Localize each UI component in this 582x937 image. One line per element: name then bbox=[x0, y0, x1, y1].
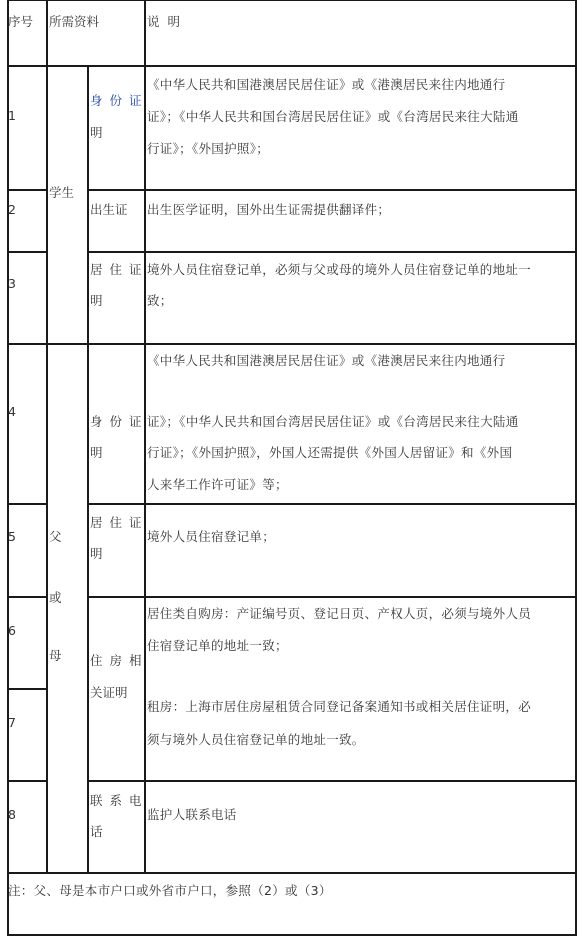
rule-r4-bottom-b bbox=[88, 503, 577, 505]
row-8-material-line2: 话 bbox=[90, 824, 103, 839]
footnote: 注：父、母是本市户口或外省市户口，参照（2）或（3） bbox=[8, 883, 332, 898]
rule-r4-bottom bbox=[7, 503, 47, 505]
rule-r1-bottom-b bbox=[88, 189, 577, 191]
rule-r7-bottom bbox=[7, 780, 47, 782]
row-4-index: 4 bbox=[8, 404, 16, 419]
row-5-material-line1: 居住证 bbox=[90, 515, 149, 530]
row-3-material-line1: 居住证 bbox=[90, 262, 149, 277]
header-description: 说 明 bbox=[147, 14, 180, 29]
rule-r3-bottom bbox=[7, 343, 577, 345]
rule-col2 bbox=[87, 66, 89, 873]
row-5-material-line2: 明 bbox=[90, 546, 103, 561]
row-1-desc-line1: 《中华人民共和国港澳居民居住证》或《港澳居民来往内地通行 bbox=[147, 77, 506, 92]
row-5-desc-line1: 境外人员住宿登记单； bbox=[147, 529, 276, 544]
rule-r8-bottom bbox=[7, 872, 577, 874]
header-material: 所需资料 bbox=[49, 14, 100, 29]
row-1-desc-line3: 行证》；《外国护照》； bbox=[147, 141, 270, 156]
rule-col1 bbox=[46, 0, 48, 873]
rule-r7-bottom-b bbox=[88, 780, 577, 782]
row-4-material-line2: 明 bbox=[90, 445, 103, 460]
rule-r5-bottom-b bbox=[88, 596, 577, 598]
row-8-desc-line1: 监护人联系电话 bbox=[147, 807, 237, 822]
row-6-7-material-line1: 住房相 bbox=[90, 653, 149, 668]
rule-r2-bottom bbox=[7, 251, 47, 253]
rule-r2-bottom-b bbox=[88, 251, 577, 253]
rule-right bbox=[575, 0, 577, 936]
row-6-index: 6 bbox=[8, 623, 16, 638]
row-1-material-line2: 明 bbox=[90, 125, 103, 140]
rule-top bbox=[7, 0, 577, 1]
row-3-desc-line1: 境外人员住宿登记单，必须与父或母的境外人员住宿登记单的地址一 bbox=[147, 262, 532, 277]
row-3-material-line2: 明 bbox=[90, 293, 103, 308]
row-6-7-material-line2: 关证明 bbox=[90, 685, 128, 700]
row-5-index: 5 bbox=[8, 529, 16, 544]
row-1-material-line1: 身份证 bbox=[90, 93, 149, 108]
rule-r1-bottom bbox=[7, 189, 47, 191]
row-6-desc-line1: 居住类自购房：产证编号页、登记日页、产权人页，必须与境外人员 bbox=[147, 606, 532, 621]
row-4-desc-line2: 证》；《中华人民共和国台湾居民居住证》或《台湾居民来往大陆通 bbox=[147, 414, 519, 429]
row-7-desc-line2: 须与境外人员住宿登记单的地址一致。 bbox=[147, 732, 365, 747]
row-6-desc-line2: 住宿登记单的地址一致； bbox=[147, 638, 288, 653]
row-3-desc-line2: 致； bbox=[147, 293, 173, 308]
row-2-material-line1: 出生证 bbox=[90, 202, 128, 217]
rule-bottom bbox=[7, 934, 577, 936]
row-4-desc-line4: 人来华工作许可证》等； bbox=[147, 477, 288, 492]
row-8-material-line1: 联系电 bbox=[90, 793, 149, 808]
rule-r5-bottom bbox=[7, 596, 47, 598]
rule-left bbox=[7, 0, 9, 936]
group-student: 学生 bbox=[49, 185, 75, 200]
row-7-index: 7 bbox=[8, 715, 16, 730]
rule-header-bottom bbox=[7, 65, 577, 67]
row-1-desc-line2: 证》；《中华人民共和国台湾居民居住证》或《台湾居民来往大陆通 bbox=[147, 109, 519, 124]
header-index: 序号 bbox=[8, 14, 34, 29]
row-2-index: 2 bbox=[8, 202, 16, 217]
group-parent-3: 母 bbox=[49, 648, 62, 663]
row-7-desc-line1: 租房：上海市居住房屋租赁合同登记备案通知书或相关居住证明，必 bbox=[147, 699, 532, 714]
row-1-index: 1 bbox=[8, 108, 16, 123]
group-parent-2: 或 bbox=[49, 590, 62, 605]
row-8-index: 8 bbox=[8, 807, 16, 822]
row-4-desc-line3: 行证》；《外国护照》，外国人还需提供《外国人居留证》和《外国 bbox=[147, 445, 513, 460]
row-3-index: 3 bbox=[8, 276, 16, 291]
row-4-desc-line1: 《中华人民共和国港澳居民居住证》或《港澳居民来往内地通行 bbox=[147, 353, 506, 368]
rule-r6-bottom bbox=[7, 688, 47, 690]
row-2-desc-line1: 出生医学证明，国外出生证需提供翻译件； bbox=[147, 202, 391, 217]
group-parent-1: 父 bbox=[49, 529, 62, 544]
row-4-material-line1: 身份证 bbox=[90, 414, 149, 429]
